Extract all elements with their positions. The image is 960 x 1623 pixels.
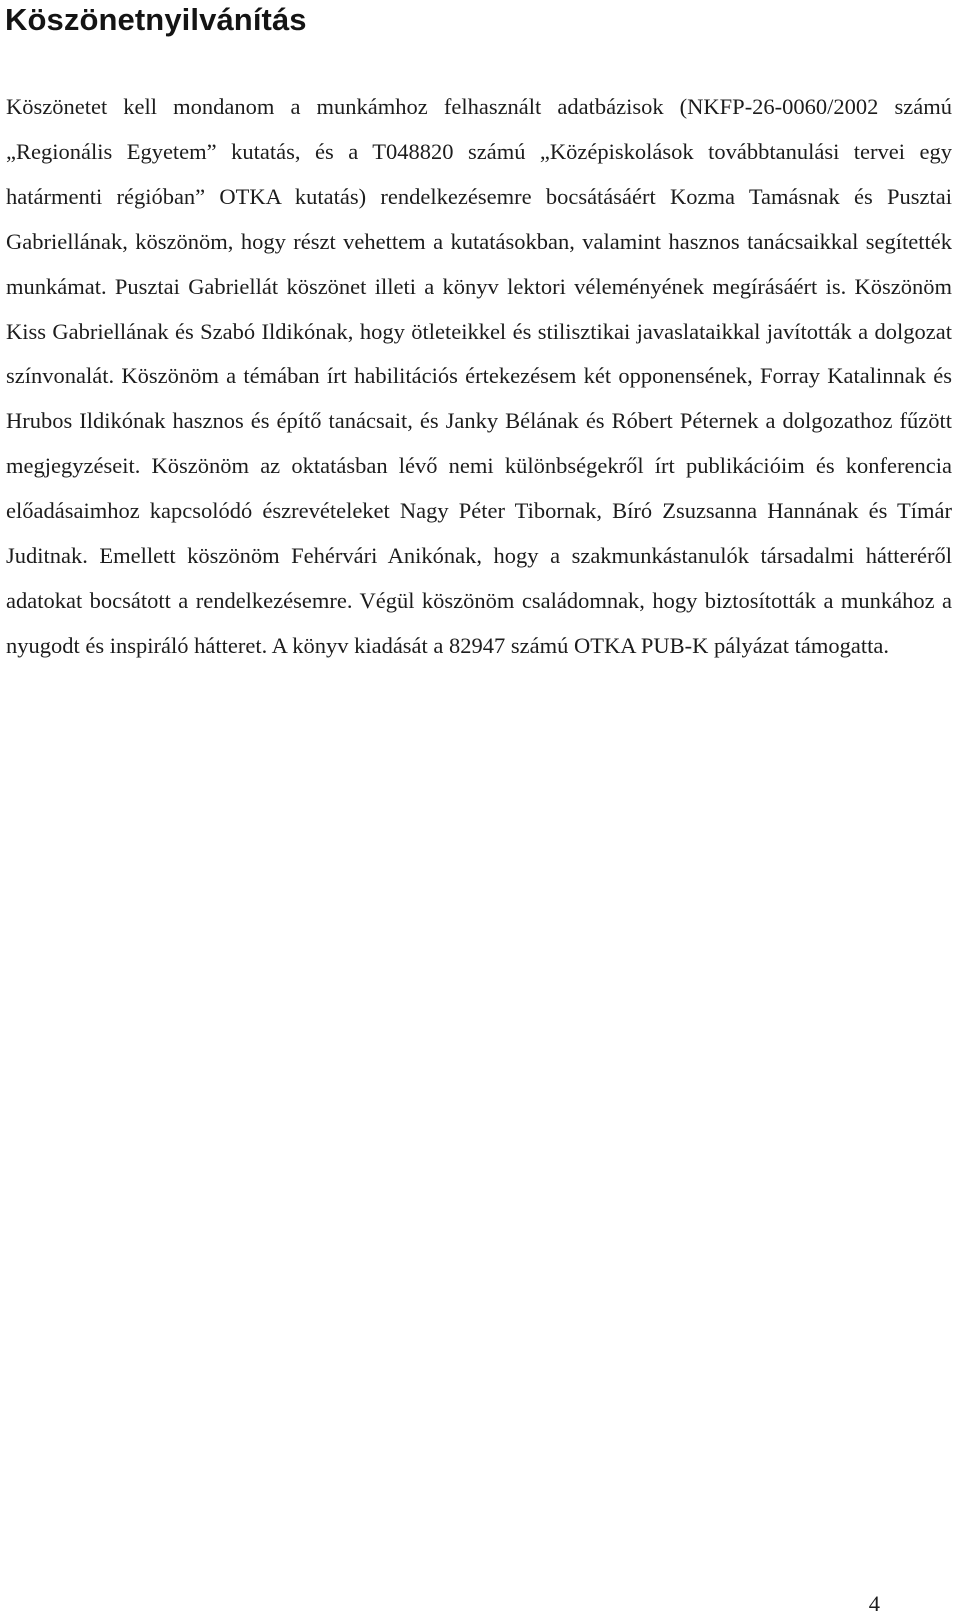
page-number: 4 <box>868 1591 880 1616</box>
acknowledgement-paragraph: Köszönetet kell mondanom a munkámhoz felhasznált adatbázisok (NKFP-26-0060/2002 számú „Regionális Egyetem” kutatás, és a T048820 számú „Középiskolások továbbtanulási tervei egy határmenti régióban” OTKA kutatás) rendelkezésemre bocsátásáért Kozma Tamásnak és Pusztai Gabriellának, köszönöm, hogy részt vehettem a kutatásokban, valamint hasznos tanácsaikkal segítették munkámat. Pusztai Gabriellát köszönet illeti a könyv lektori véleményének megírásáért is. Köszönöm Kiss Gabriellának és Szabó Ildikónak, hogy ötleteikkel és stilisztikai javaslataikkal javították a dolgozat színvonalát. Köszönöm a témában írt habilitációs értekezésem két opponensének, Forray Katalinnak és Hrubos Ildikónak hasznos és építő tanácsait, és Janky Bélának és Róbert Péternek a dolgozathoz fűzött megjegyzéseit. Köszönöm az oktatásban lévő nemi különbségekről írt publikációim és konferencia előadásaimhoz kapcsolódó észrevételeket Nagy Péter Tibornak, Bíró Zsuzsanna Hannának és Tímár Juditnak. Emellett köszönöm Fehérvári Anikónak, hogy a szakmunkástanulók társadalmi hátteréről adatokat bocsátott a rendelkezésemre. Végül köszönöm családomnak, hogy biztosították a munkához a nyugodt és inspiráló hátteret. A könyv kiadását a 82947 számú OTKA PUB-K pályázat támogatta. <box>6 94 952 658</box>
page-title: Köszönetnyilvánítás <box>5 2 307 37</box>
